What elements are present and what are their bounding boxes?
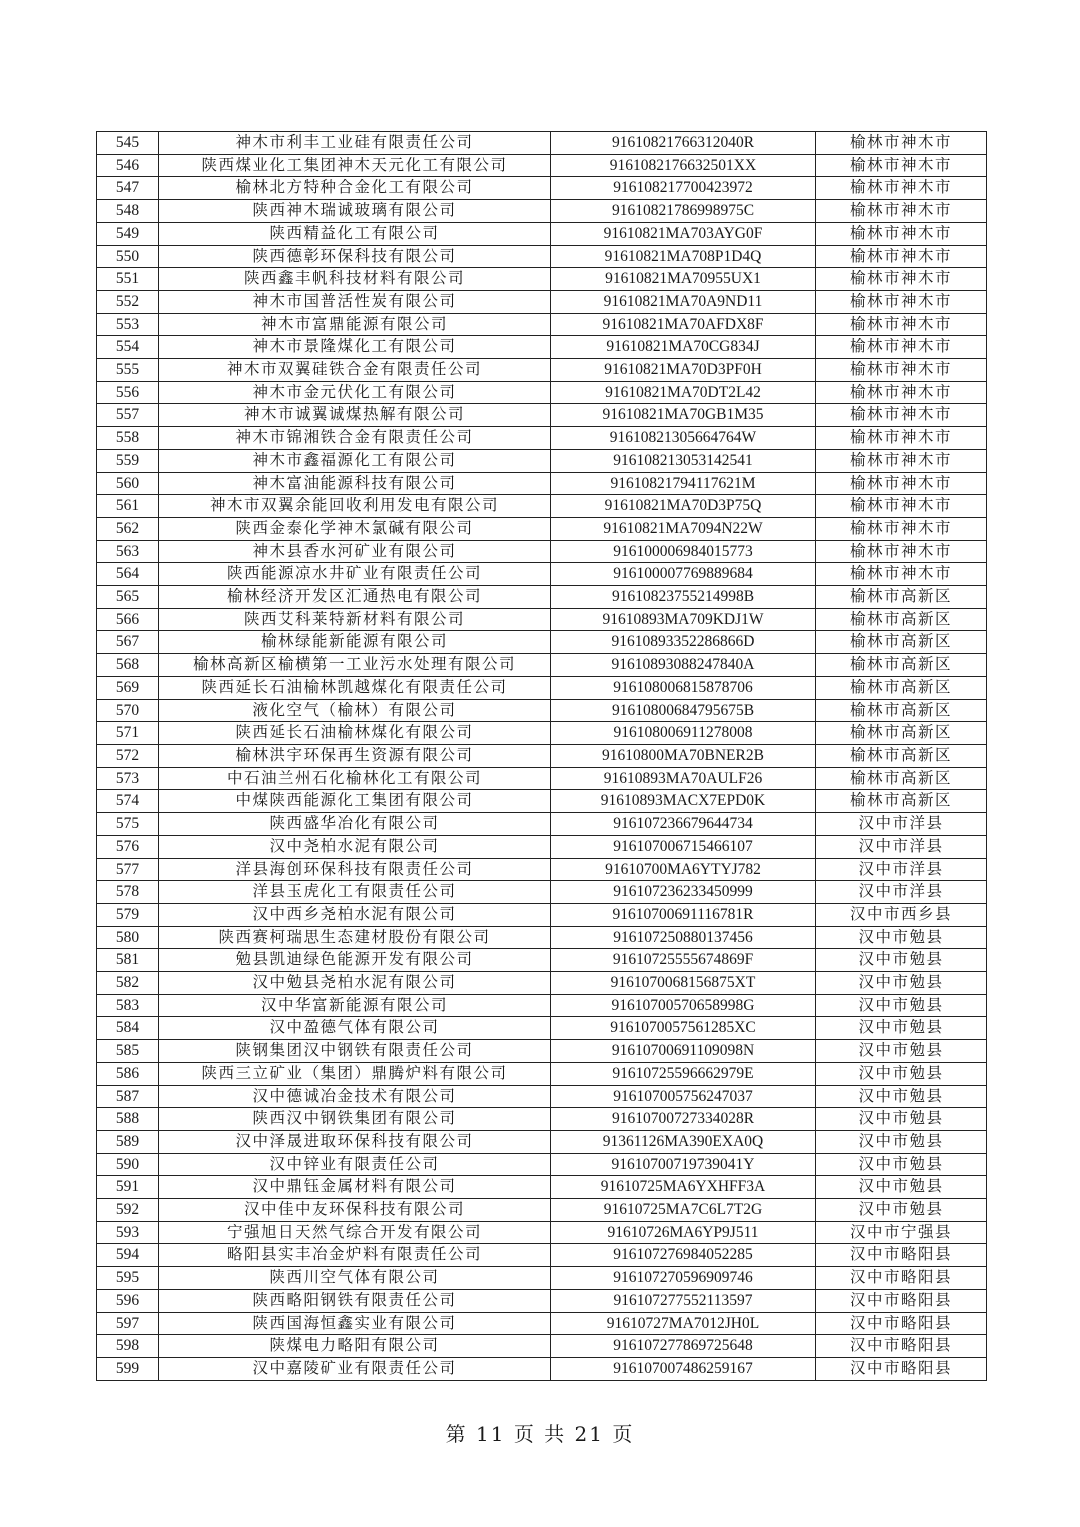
table-row <box>97 200 987 223</box>
row-number-cell: 563 <box>97 540 159 563</box>
row-number-cell: 559 <box>97 449 159 472</box>
table-row <box>97 813 987 836</box>
company-name-cell: 陕西鑫丰帆科技材料有限公司 <box>159 268 551 291</box>
table-row <box>97 290 987 313</box>
credit-code-cell: 91610821794117621M <box>551 472 816 495</box>
company-name-cell: 洋县海创环保科技有限责任公司 <box>159 858 551 881</box>
credit-code-cell: 91610893MA709KDJ1W <box>551 608 816 631</box>
region-cell: 汉中市勉县 <box>816 926 987 949</box>
row-number-cell: 575 <box>97 813 159 836</box>
company-name-cell: 中石油兰州石化榆林化工有限公司 <box>159 767 551 790</box>
company-name-cell: 陕西略阳钢铁有限责任公司 <box>159 1289 551 1312</box>
company-name-cell: 中煤陕西能源化工集团有限公司 <box>159 790 551 813</box>
row-number-cell: 566 <box>97 608 159 631</box>
table-row <box>97 1085 987 1108</box>
region-cell: 榆林市神木市 <box>816 517 987 540</box>
credit-code-cell: 91610727MA7012JH0L <box>551 1312 816 1335</box>
row-number-cell: 554 <box>97 336 159 359</box>
row-number-cell: 574 <box>97 790 159 813</box>
table-row <box>97 1289 987 1312</box>
company-name-cell: 神木市诚翼诚煤热解有限公司 <box>159 404 551 427</box>
region-cell: 榆林市神木市 <box>816 132 987 155</box>
credit-code-cell: 91610725MA6YXHFF3A <box>551 1176 816 1199</box>
row-number-cell: 570 <box>97 699 159 722</box>
region-cell: 榆林市高新区 <box>816 631 987 654</box>
region-cell: 汉中市勉县 <box>816 1017 987 1040</box>
company-name-cell: 神木市锦湘铁合金有限责任公司 <box>159 427 551 450</box>
company-name-cell: 汉中盈德气体有限公司 <box>159 1017 551 1040</box>
credit-code-cell: 91610800684795675B <box>551 699 816 722</box>
table-row <box>97 722 987 745</box>
row-number-cell: 567 <box>97 631 159 654</box>
region-cell: 汉中市勉县 <box>816 1130 987 1153</box>
company-name-cell: 汉中泽晟进取环保科技有限公司 <box>159 1130 551 1153</box>
table-row <box>97 336 987 359</box>
company-name-cell: 神木富油能源科技有限公司 <box>159 472 551 495</box>
region-cell: 榆林市神木市 <box>816 245 987 268</box>
credit-code-cell: 91610800MA70BNER2B <box>551 744 816 767</box>
company-name-cell: 陕西川空气体有限公司 <box>159 1267 551 1290</box>
company-name-cell: 神木市双翼硅铁合金有限责任公司 <box>159 359 551 382</box>
credit-code-cell: 916108213053142541 <box>551 449 816 472</box>
company-name-cell: 陕西金泰化学神木氯碱有限公司 <box>159 517 551 540</box>
region-cell: 汉中市勉县 <box>816 972 987 995</box>
table-row <box>97 654 987 677</box>
region-cell: 汉中市洋县 <box>816 881 987 904</box>
region-cell: 榆林市神木市 <box>816 154 987 177</box>
table-row <box>97 268 987 291</box>
table-row <box>97 926 987 949</box>
table-row <box>97 1017 987 1040</box>
table-row <box>97 994 987 1017</box>
table-row <box>97 177 987 200</box>
region-cell: 汉中市略阳县 <box>816 1267 987 1290</box>
table-row <box>97 1153 987 1176</box>
table-row <box>97 132 987 155</box>
credit-code-cell: 91610821MA70AFDX8F <box>551 313 816 336</box>
company-name-cell: 陕煤电力略阳有限公司 <box>159 1335 551 1358</box>
credit-code-cell: 91610821MA7094N22W <box>551 517 816 540</box>
company-name-cell: 榆林北方特种合金化工有限公司 <box>159 177 551 200</box>
credit-code-cell: 91610725596662979E <box>551 1062 816 1085</box>
row-number-cell: 581 <box>97 949 159 972</box>
credit-code-cell: 916108217700423972 <box>551 177 816 200</box>
region-cell: 榆林市神木市 <box>816 336 987 359</box>
row-number-cell: 557 <box>97 404 159 427</box>
region-cell: 榆林市神木市 <box>816 222 987 245</box>
region-cell: 榆林市神木市 <box>816 268 987 291</box>
credit-code-cell: 916100007769889684 <box>551 563 816 586</box>
region-cell: 汉中市勉县 <box>816 994 987 1017</box>
region-cell: 榆林市高新区 <box>816 722 987 745</box>
credit-code-cell: 91610821MA70GB1M35 <box>551 404 816 427</box>
credit-code-cell: 91610821305664764W <box>551 427 816 450</box>
company-name-cell: 洋县玉虎化工有限责任公司 <box>159 881 551 904</box>
region-cell: 榆林市神木市 <box>816 449 987 472</box>
company-name-cell: 神木市双翼余能回收利用发电有限公司 <box>159 495 551 518</box>
region-cell: 汉中市勉县 <box>816 1040 987 1063</box>
region-cell: 榆林市神木市 <box>816 427 987 450</box>
table-row <box>97 1312 987 1335</box>
row-number-cell: 556 <box>97 381 159 404</box>
table-row <box>97 540 987 563</box>
row-number-cell: 583 <box>97 994 159 1017</box>
region-cell: 榆林市高新区 <box>816 608 987 631</box>
company-name-cell: 宁强旭日天然气综合开发有限公司 <box>159 1221 551 1244</box>
row-number-cell: 594 <box>97 1244 159 1267</box>
row-number-cell: 588 <box>97 1108 159 1131</box>
company-name-cell: 神木市国普活性炭有限公司 <box>159 290 551 313</box>
row-number-cell: 549 <box>97 222 159 245</box>
region-cell: 汉中市勉县 <box>816 1199 987 1222</box>
region-cell: 汉中市西乡县 <box>816 903 987 926</box>
company-name-cell: 汉中勉县尧柏水泥有限公司 <box>159 972 551 995</box>
company-name-cell: 液化空气（榆林）有限公司 <box>159 699 551 722</box>
table-row <box>97 1335 987 1358</box>
table-row <box>97 1267 987 1290</box>
table-row <box>97 1130 987 1153</box>
table-row <box>97 949 987 972</box>
table-row <box>97 1062 987 1085</box>
credit-code-cell: 91610700691116781R <box>551 903 816 926</box>
company-name-cell: 神木市利丰工业硅有限责任公司 <box>159 132 551 155</box>
company-name-cell: 神木市鑫福源化工有限公司 <box>159 449 551 472</box>
row-number-cell: 568 <box>97 654 159 677</box>
company-name-cell: 陕西盛华冶化有限公司 <box>159 813 551 836</box>
credit-code-cell: 916107276984052285 <box>551 1244 816 1267</box>
region-cell: 汉中市略阳县 <box>816 1312 987 1335</box>
row-number-cell: 598 <box>97 1335 159 1358</box>
table-row <box>97 495 987 518</box>
credit-code-cell: 916107270596909746 <box>551 1267 816 1290</box>
row-number-cell: 546 <box>97 154 159 177</box>
credit-code-cell: 91610821MA70CG834J <box>551 336 816 359</box>
table-row <box>97 245 987 268</box>
credit-code-cell: 91610821MA70A9ND11 <box>551 290 816 313</box>
row-number-cell: 599 <box>97 1357 159 1380</box>
credit-code-cell: 916107277552113597 <box>551 1289 816 1312</box>
table-row <box>97 903 987 926</box>
row-number-cell: 584 <box>97 1017 159 1040</box>
table-row <box>97 790 987 813</box>
credit-code-cell: 91610725555674869F <box>551 949 816 972</box>
credit-code-cell: 91610893MACX7EPD0K <box>551 790 816 813</box>
region-cell: 汉中市略阳县 <box>816 1335 987 1358</box>
row-number-cell: 585 <box>97 1040 159 1063</box>
credit-code-cell: 916107250880137456 <box>551 926 816 949</box>
credit-code-cell: 91610700MA6YTYJ782 <box>551 858 816 881</box>
table-row <box>97 472 987 495</box>
table-row <box>97 1108 987 1131</box>
region-cell: 汉中市勉县 <box>816 1108 987 1131</box>
credit-code-cell: 91610726MA6YP9J511 <box>551 1221 816 1244</box>
region-cell: 榆林市高新区 <box>816 790 987 813</box>
row-number-cell: 558 <box>97 427 159 450</box>
row-number-cell: 561 <box>97 495 159 518</box>
credit-code-cell: 91610700727334028R <box>551 1108 816 1131</box>
row-number-cell: 555 <box>97 359 159 382</box>
company-name-cell: 汉中尧柏水泥有限公司 <box>159 835 551 858</box>
row-number-cell: 579 <box>97 903 159 926</box>
company-name-cell: 榆林高新区榆横第一工业污水处理有限公司 <box>159 654 551 677</box>
region-cell: 汉中市勉县 <box>816 1176 987 1199</box>
credit-code-cell: 916108006911278008 <box>551 722 816 745</box>
region-cell: 汉中市略阳县 <box>816 1357 987 1380</box>
credit-code-cell: 916108006815878706 <box>551 676 816 699</box>
region-cell: 榆林市高新区 <box>816 654 987 677</box>
credit-code-cell: 91610821MA70DT2L42 <box>551 381 816 404</box>
credit-code-cell: 91610821786998975C <box>551 200 816 223</box>
company-name-cell: 神木市金元伏化工有限公司 <box>159 381 551 404</box>
row-number-cell: 548 <box>97 200 159 223</box>
row-number-cell: 565 <box>97 586 159 609</box>
row-number-cell: 591 <box>97 1176 159 1199</box>
table-row <box>97 313 987 336</box>
company-name-cell: 陕西延长石油榆林煤化有限公司 <box>159 722 551 745</box>
company-name-cell: 神木县香水河矿业有限公司 <box>159 540 551 563</box>
credit-code-cell: 91610893352286866D <box>551 631 816 654</box>
table-row <box>97 676 987 699</box>
company-name-cell: 汉中佳中友环保科技有限公司 <box>159 1199 551 1222</box>
credit-code-cell: 91610893088247840A <box>551 654 816 677</box>
credit-code-cell: 91610700691109098N <box>551 1040 816 1063</box>
row-number-cell: 590 <box>97 1153 159 1176</box>
company-name-cell: 榆林经济开发区汇通热电有限公司 <box>159 586 551 609</box>
credit-code-cell: 91610893MA70AULF26 <box>551 767 816 790</box>
credit-code-cell: 91610821MA70955UX1 <box>551 268 816 291</box>
region-cell: 汉中市勉县 <box>816 1153 987 1176</box>
company-name-cell: 榆林洪宇环保再生资源有限公司 <box>159 744 551 767</box>
credit-code-cell: 91610823755214998B <box>551 586 816 609</box>
table-row <box>97 972 987 995</box>
row-number-cell: 582 <box>97 972 159 995</box>
company-name-cell: 陕西神木瑞诚玻璃有限公司 <box>159 200 551 223</box>
table-row <box>97 767 987 790</box>
table-row <box>97 631 987 654</box>
table-row <box>97 1040 987 1063</box>
credit-code-cell: 9161070057561285XC <box>551 1017 816 1040</box>
row-number-cell: 573 <box>97 767 159 790</box>
row-number-cell: 545 <box>97 132 159 155</box>
row-number-cell: 576 <box>97 835 159 858</box>
region-cell: 榆林市神木市 <box>816 563 987 586</box>
region-cell: 汉中市洋县 <box>816 835 987 858</box>
credit-code-cell: 916107236679644734 <box>551 813 816 836</box>
region-cell: 榆林市高新区 <box>816 676 987 699</box>
region-cell: 汉中市略阳县 <box>816 1289 987 1312</box>
company-name-cell: 陕西能源凉水井矿业有限责任公司 <box>159 563 551 586</box>
credit-code-cell: 916107005756247037 <box>551 1085 816 1108</box>
company-name-cell: 榆林绿能新能源有限公司 <box>159 631 551 654</box>
region-cell: 榆林市神木市 <box>816 313 987 336</box>
region-cell: 汉中市略阳县 <box>816 1244 987 1267</box>
company-name-cell: 汉中鼎钰金属材料有限公司 <box>159 1176 551 1199</box>
table-row <box>97 404 987 427</box>
region-cell: 榆林市高新区 <box>816 699 987 722</box>
credit-code-cell: 91610700719739041Y <box>551 1153 816 1176</box>
region-cell: 汉中市洋县 <box>816 813 987 836</box>
row-number-cell: 592 <box>97 1199 159 1222</box>
company-name-cell: 汉中西乡尧柏水泥有限公司 <box>159 903 551 926</box>
row-number-cell: 593 <box>97 1221 159 1244</box>
row-number-cell: 580 <box>97 926 159 949</box>
table-row <box>97 359 987 382</box>
company-name-cell: 略阳县实丰冶金炉料有限责任公司 <box>159 1244 551 1267</box>
table-row <box>97 154 987 177</box>
row-number-cell: 578 <box>97 881 159 904</box>
region-cell: 榆林市高新区 <box>816 767 987 790</box>
region-cell: 榆林市神木市 <box>816 540 987 563</box>
row-number-cell: 587 <box>97 1085 159 1108</box>
company-name-cell: 勉县凯迪绿色能源开发有限公司 <box>159 949 551 972</box>
row-number-cell: 560 <box>97 472 159 495</box>
company-name-cell: 陕西国海恒鑫实业有限公司 <box>159 1312 551 1335</box>
region-cell: 汉中市勉县 <box>816 1062 987 1085</box>
region-cell: 汉中市勉县 <box>816 1085 987 1108</box>
company-name-cell: 神木市富鼎能源有限公司 <box>159 313 551 336</box>
table-row <box>97 381 987 404</box>
row-number-cell: 553 <box>97 313 159 336</box>
table-body <box>97 132 987 1381</box>
credit-code-cell: 91610725MA7C6L7T2G <box>551 1199 816 1222</box>
region-cell: 榆林市神木市 <box>816 404 987 427</box>
region-cell: 汉中市洋县 <box>816 858 987 881</box>
credit-code-cell: 916100006984015773 <box>551 540 816 563</box>
credit-code-cell: 91610700570658998G <box>551 994 816 1017</box>
row-number-cell: 577 <box>97 858 159 881</box>
row-number-cell: 547 <box>97 177 159 200</box>
company-name-cell: 陕钢集团汉中钢铁有限责任公司 <box>159 1040 551 1063</box>
table-row <box>97 1221 987 1244</box>
table-row <box>97 858 987 881</box>
row-number-cell: 571 <box>97 722 159 745</box>
credit-code-cell: 91610821MA703AYG0F <box>551 222 816 245</box>
company-name-cell: 汉中德诚冶金技术有限公司 <box>159 1085 551 1108</box>
row-number-cell: 551 <box>97 268 159 291</box>
credit-code-cell: 9161070068156875XT <box>551 972 816 995</box>
credit-code-cell: 9161082176632501XX <box>551 154 816 177</box>
credit-code-cell: 916107007486259167 <box>551 1357 816 1380</box>
company-name-cell: 汉中华富新能源有限公司 <box>159 994 551 1017</box>
company-name-cell: 陕西赛柯瑞思生态建材股份有限公司 <box>159 926 551 949</box>
region-cell: 榆林市神木市 <box>816 381 987 404</box>
region-cell: 榆林市神木市 <box>816 177 987 200</box>
credit-code-cell: 91610821766312040R <box>551 132 816 155</box>
region-cell: 榆林市神木市 <box>816 472 987 495</box>
row-number-cell: 562 <box>97 517 159 540</box>
region-cell: 榆林市高新区 <box>816 744 987 767</box>
table-row <box>97 699 987 722</box>
row-number-cell: 596 <box>97 1289 159 1312</box>
table-row <box>97 1199 987 1222</box>
credit-code-cell: 91361126MA390EXA0Q <box>551 1130 816 1153</box>
row-number-cell: 564 <box>97 563 159 586</box>
table-row <box>97 881 987 904</box>
region-cell: 榆林市神木市 <box>816 290 987 313</box>
company-name-cell: 陕西精益化工有限公司 <box>159 222 551 245</box>
region-cell: 榆林市神木市 <box>816 495 987 518</box>
table-row <box>97 427 987 450</box>
company-name-cell: 陕西煤业化工集团神木天元化工有限公司 <box>159 154 551 177</box>
credit-code-cell: 916107236233450999 <box>551 881 816 904</box>
region-cell: 榆林市神木市 <box>816 200 987 223</box>
company-name-cell: 汉中嘉陵矿业有限责任公司 <box>159 1357 551 1380</box>
table-row <box>97 608 987 631</box>
company-name-cell: 神木市景隆煤化工有限公司 <box>159 336 551 359</box>
row-number-cell: 552 <box>97 290 159 313</box>
table-row <box>97 222 987 245</box>
row-number-cell: 572 <box>97 744 159 767</box>
credit-code-cell: 91610821MA70D3PF0H <box>551 359 816 382</box>
table-row <box>97 835 987 858</box>
table-row <box>97 449 987 472</box>
row-number-cell: 550 <box>97 245 159 268</box>
company-name-cell: 陕西延长石油榆林凯越煤化有限责任公司 <box>159 676 551 699</box>
row-number-cell: 597 <box>97 1312 159 1335</box>
company-name-cell: 陕西德彰环保科技有限公司 <box>159 245 551 268</box>
row-number-cell: 586 <box>97 1062 159 1085</box>
table-row <box>97 1357 987 1380</box>
credit-code-cell: 91610821MA708P1D4Q <box>551 245 816 268</box>
credit-code-cell: 916107006715466107 <box>551 835 816 858</box>
region-cell: 汉中市宁强县 <box>816 1221 987 1244</box>
row-number-cell: 589 <box>97 1130 159 1153</box>
region-cell: 汉中市勉县 <box>816 949 987 972</box>
credit-code-cell: 916107277869725648 <box>551 1335 816 1358</box>
row-number-cell: 569 <box>97 676 159 699</box>
company-name-cell: 汉中锌业有限责任公司 <box>159 1153 551 1176</box>
company-name-cell: 陕西艾科莱特新材料有限公司 <box>159 608 551 631</box>
enterprise-table <box>96 131 987 1381</box>
page-footer: 第 11 页 共 21 页 <box>445 1422 635 1446</box>
company-name-cell: 陕西汉中钢铁集团有限公司 <box>159 1108 551 1131</box>
table-row <box>97 1176 987 1199</box>
region-cell: 榆林市神木市 <box>816 359 987 382</box>
region-cell: 榆林市高新区 <box>816 586 987 609</box>
table-row <box>97 563 987 586</box>
company-name-cell: 陕西三立矿业（集团）鼎腾炉料有限公司 <box>159 1062 551 1085</box>
row-number-cell: 595 <box>97 1267 159 1290</box>
table-row <box>97 744 987 767</box>
table-row <box>97 1244 987 1267</box>
table-row <box>97 517 987 540</box>
credit-code-cell: 91610821MA70D3P75Q <box>551 495 816 518</box>
table-row <box>97 586 987 609</box>
